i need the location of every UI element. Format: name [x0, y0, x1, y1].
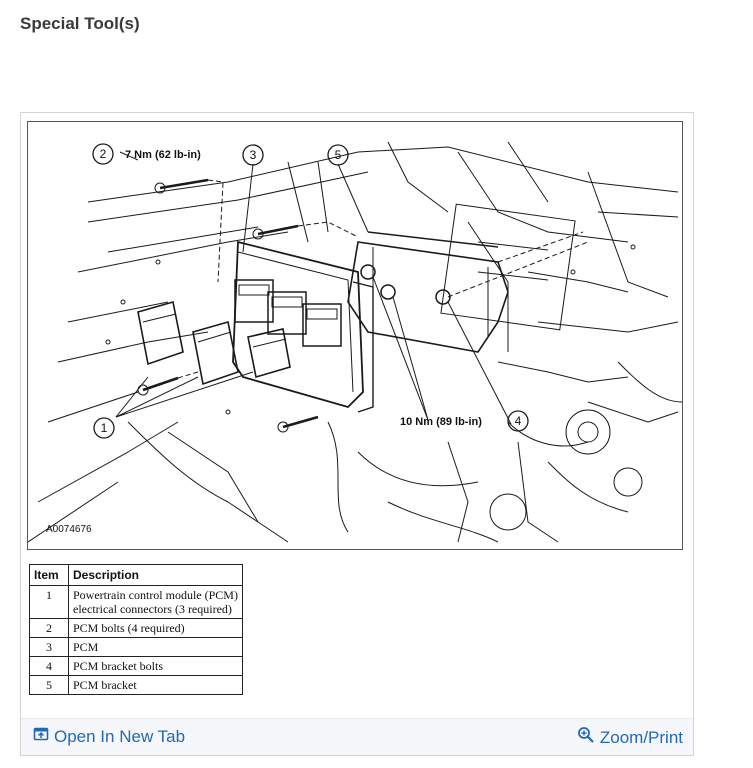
figure-footer — [21, 718, 693, 755]
pcm-diagram[interactable] — [27, 121, 683, 550]
torque-label-pcm-bolts: 7 Nm (62 lb-in) — [125, 149, 201, 161]
legend-item-description: PCM bracket — [69, 676, 243, 695]
legend-item-number: 3 — [30, 638, 69, 657]
legend-header-item: Item — [30, 565, 69, 586]
figure-id: A0074676 — [46, 524, 92, 535]
callout-5: 5 — [334, 148, 342, 162]
callout-2: 2 — [99, 147, 107, 161]
legend-item-description: PCM bracket bolts — [69, 657, 243, 676]
table-row — [30, 676, 243, 695]
zoom-print-label: Zoom/Print — [599, 727, 683, 747]
legend-header-row — [30, 565, 243, 586]
legend-header-description: Description — [69, 565, 243, 586]
torque-label-bracket-bolts: 10 Nm (89 lb-in) — [400, 416, 482, 428]
open-in-new-tab-link[interactable] — [33, 726, 185, 747]
legend-item-description: Powertrain control module (PCM) electrical connectors (3 required) — [69, 586, 243, 619]
table-row — [30, 638, 243, 657]
legend-item-number: 4 — [30, 657, 69, 676]
section-title: Special Tool(s) — [20, 14, 140, 33]
open-in-new-tab-label: Open In New Tab — [54, 726, 186, 746]
legend-item-number: 1 — [30, 586, 69, 619]
legend-item-number: 2 — [30, 619, 69, 638]
legend-table — [29, 564, 243, 695]
pcm-diagram-drawing — [28, 122, 682, 549]
table-row — [30, 657, 243, 676]
magnifier-icon — [577, 726, 595, 749]
legend-item-number: 5 — [30, 676, 69, 695]
callout-4: 4 — [514, 414, 522, 428]
legend-item-description: PCM — [69, 638, 243, 657]
callout-3: 3 — [249, 148, 257, 162]
zoom-print-link[interactable] — [577, 726, 683, 749]
table-row — [30, 619, 243, 638]
open-new-tab-icon — [33, 726, 49, 747]
figure-card — [20, 112, 694, 756]
legend-item-description: PCM bolts (4 required) — [69, 619, 243, 638]
callout-1: 1 — [100, 421, 108, 435]
table-row — [30, 586, 243, 619]
